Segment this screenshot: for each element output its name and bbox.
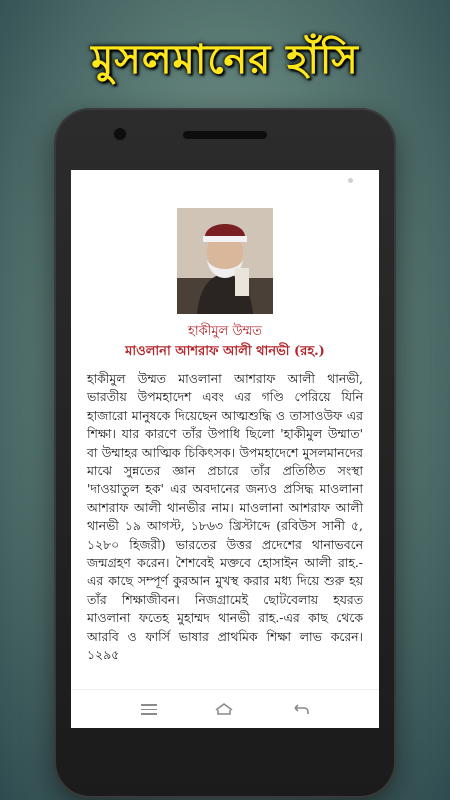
article-subtitle: হাকীমুল উম্মত — [188, 324, 262, 339]
article-body: হাকীমুল উম্মত মাওলানা আশরাফ আলী থানভী, ভারতীয় উপমহাদেশ এবং এর গণ্ডি পেরিয়ে যিনি হাজারো মানুষকে দিয়েছেন আত্মশুদ্ধি ও তাসাওউফ এর শিক্ষা। যার কারণে তাঁর উপাধি ছিলো 'হাকীমুল উম্মাত' বা উম্মাহর আত্মিক চিকিৎসক। উপমহাদেশে মুসলমানদের মাঝে সুন্নতের জ্ঞান প্রচারে তাঁর প্রতিষ্ঠিত সংস্থা 'দাওয়াতুল হক' এর অবদানের জন্যও প্রসিদ্ধ মাওলানা আশরাফ আলী থানভীর নাম। মাওলানা আশরাফ আলী থানভী ১৯ আগস্ট, ১৮৬৩ খ্রিস্টাব্দে (রবিউস সানী ৫, ১২৮০ হিজরী) ভারতের উত্তর প্রদেশের থানাভবনে জন্মগ্রহণ করেন। শৈশবেই মক্তবে হোসাইন আলী রাহ.-এর কাছে সম্পূর্ণ কুরআন মুখস্থ করার মধ্য দিয়ে শুরু হয় তাঁর শিক্ষাজীবন। নিজগ্রামেই ছোটবেলায় হযরত মাওলানা ফতেহ মুহাম্মদ থানভী রাহ.-এর কাছ থেকে আরবি ও ফার্সি ভাষার প্রাথমিক শিক্ষা লাভ করেন। ১২৯৫ — [87, 371, 363, 663]
article-heading: মাওলানা আশরাফ আলী থানভী (রহ.) — [125, 344, 325, 359]
app-banner-title: মুসলমানের হাঁসি — [91, 37, 359, 83]
home-icon[interactable] — [214, 701, 234, 717]
camera-icon — [114, 128, 126, 140]
system-nav-bar — [71, 689, 379, 728]
back-icon[interactable] — [292, 701, 312, 717]
phone-screen — [71, 170, 379, 728]
menu-icon[interactable] — [139, 701, 159, 717]
portrait-image — [177, 208, 273, 314]
article-content[interactable] — [71, 170, 379, 690]
speaker-grille — [183, 131, 267, 139]
phone-frame — [54, 108, 396, 798]
